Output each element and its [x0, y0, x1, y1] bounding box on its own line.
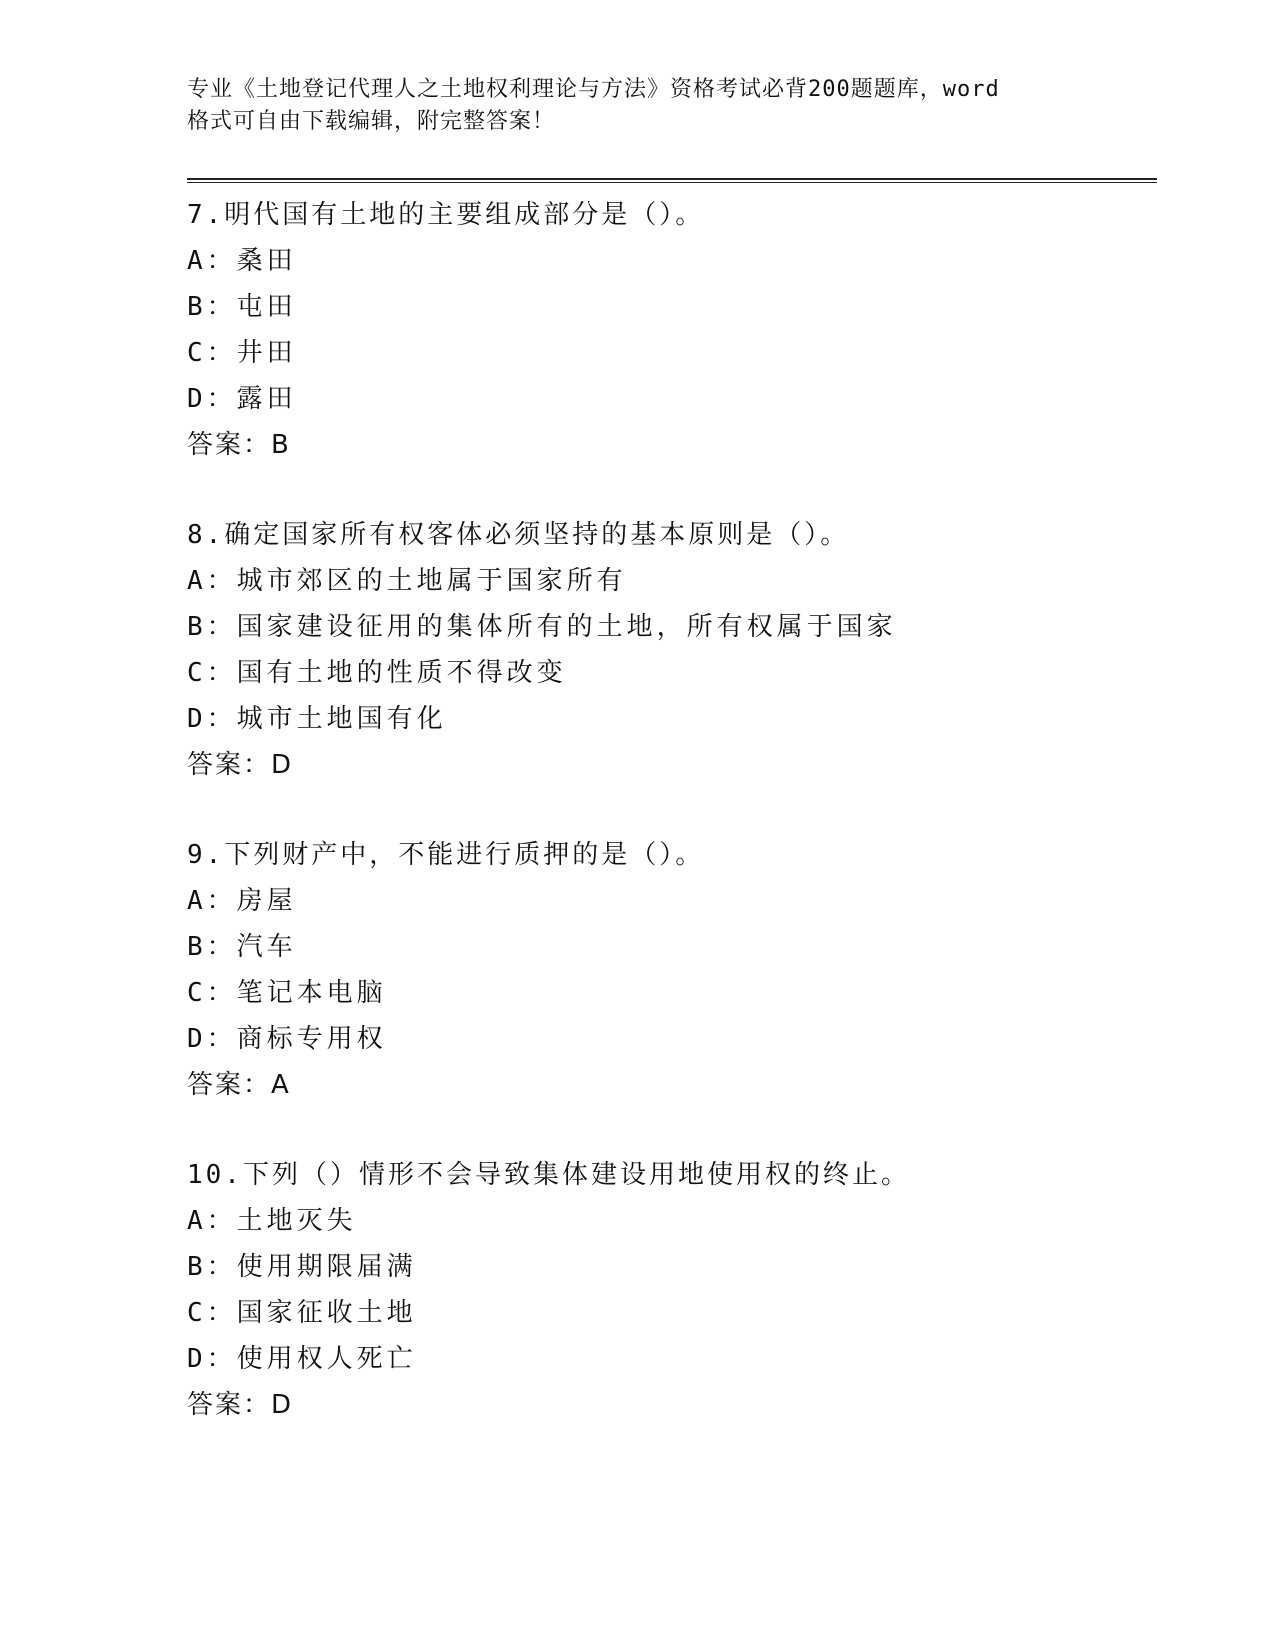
- question-stem: 8.确定国家所有权客体必须坚持的基本原则是（）。: [187, 520, 850, 550]
- option-c: C：国有土地的性质不得改变: [187, 658, 567, 688]
- option-b: B：汽车: [187, 932, 297, 962]
- option-b: B：国家建设征用的集体所有的土地，所有权属于国家: [187, 612, 897, 642]
- answer-label: 答案：D: [187, 1390, 294, 1420]
- option-b: B：屯田: [187, 292, 297, 322]
- option-c: C：笔记本电脑: [187, 978, 387, 1008]
- option-d: D：使用权人死亡: [187, 1344, 417, 1374]
- option-d: D：商标专用权: [187, 1024, 387, 1054]
- option-a: A：土地灭失: [187, 1206, 357, 1236]
- document-page: [187, 0, 1157, 1650]
- document-header: [187, 74, 1067, 138]
- answer-label: 答案：A: [187, 1070, 291, 1100]
- option-a: A：房屋: [187, 886, 297, 916]
- question-block: [187, 192, 1157, 468]
- option-c: C：井田: [187, 338, 297, 368]
- header-divider: [187, 178, 1157, 183]
- option-d: D：城市土地国有化: [187, 704, 447, 734]
- question-block: [187, 1152, 1157, 1428]
- question-stem: 9.下列财产中，不能进行质押的是（）。: [187, 840, 705, 870]
- answer-label: 答案：B: [187, 430, 291, 460]
- option-d: D：露田: [187, 384, 297, 414]
- question-block: [187, 832, 1157, 1108]
- option-a: A：桑田: [187, 246, 297, 276]
- answer-label: 答案：D: [187, 750, 294, 780]
- option-b: B：使用期限届满: [187, 1252, 417, 1282]
- question-stem: 7.明代国有土地的主要组成部分是（）。: [187, 200, 705, 230]
- option-c: C：国家征收土地: [187, 1298, 417, 1328]
- option-a: A：城市郊区的土地属于国家所有: [187, 566, 627, 596]
- header-line-2: 格式可自由下载编辑，附完整答案！: [187, 109, 556, 134]
- question-stem: 10.下列（）情形不会导致集体建设用地使用权的终止。: [187, 1160, 910, 1190]
- question-block: [187, 512, 1157, 788]
- header-line-1: 专业《土地登记代理人之土地权利理论与方法》资格考试必背200题题库，word: [187, 77, 1000, 102]
